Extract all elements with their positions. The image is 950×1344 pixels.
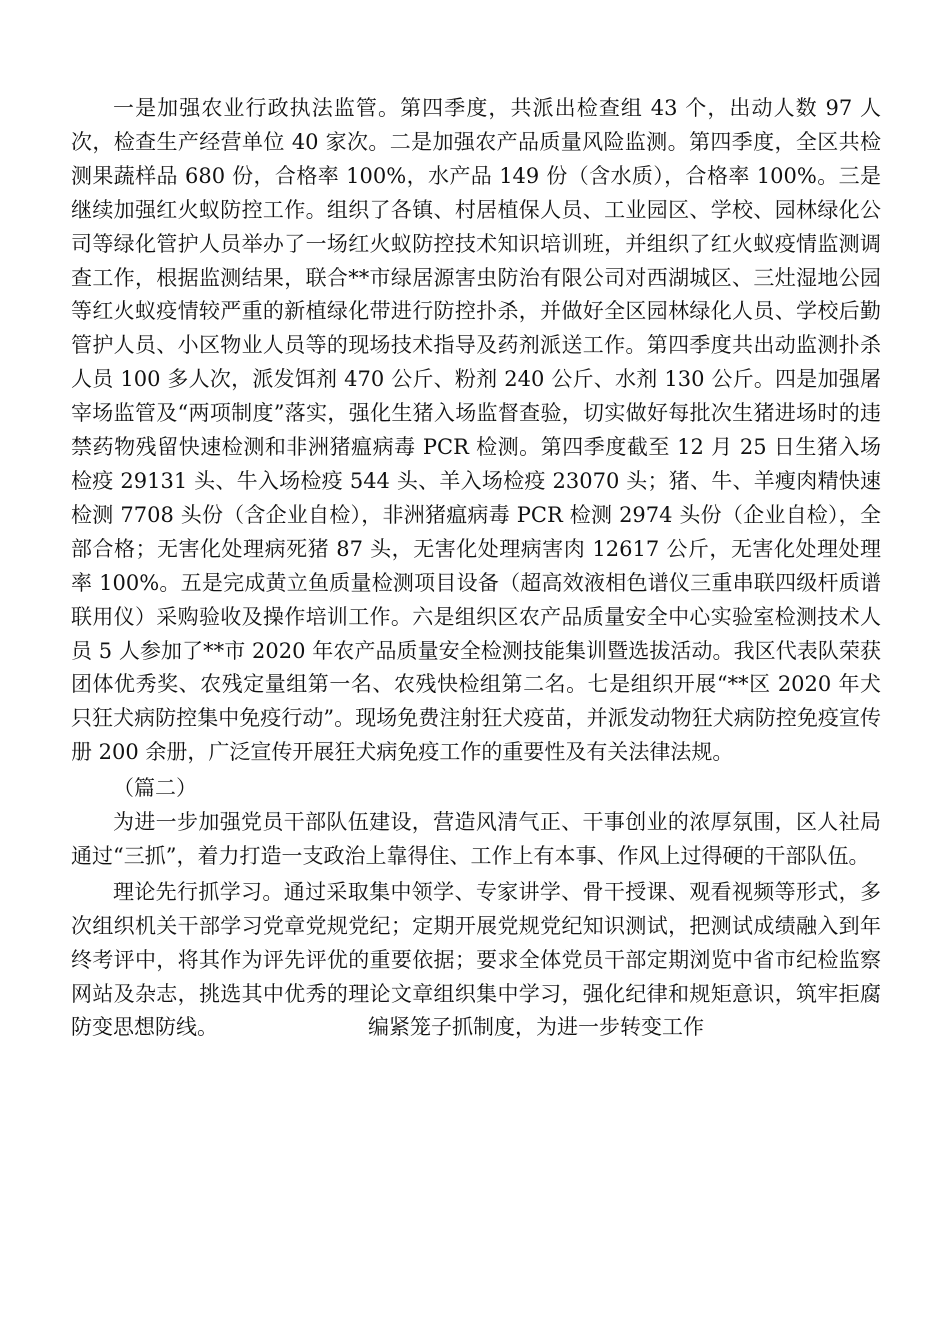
body-paragraph-1: 一是加强农业行政执法监管。第四季度，共派出检查组 43 个，出动人数 97 人次，检查生产经营单位 40 家次。二是加强农产品质量风险监测。第四季度，全区共检测果蔬样品 680 份，合格率 100%，水产品 149 份（含水质），合格率 100%。三是继续加强红火蚁防控工作。组织了各镇、村居植保人员、工业园区、学校、园林绿化公司等绿化管护人员举办了一场红火蚁防控技术知识培训班，并组织了红火蚁疫情监测调查工作，根据监测结果，联合**市绿居源害虫防治有限公司对西湖城区、三灶湿地公园等红火蚁疫情较严重的新植绿化带进行防控扑杀，并做好全区园林绿化人员、学校后勤管护人员、小区物业人员等的现场技术指导及药剂派送工作。第四季度共出动监测扑杀人员 100 多人次，派发饵剂 470 公斤、粉剂 240 公斤、水剂 130 公斤。四是加强屠宰场监管及“两项制度”落实，强化生猪入场监督查验，切实做好每批次生猪进场时的违禁药物残留快速检测和非洲猪瘟病毒 PCR 检测。第四季度截至 12 月 25 日生猪入场检疫 29131 头、牛入场检疫 544 头、羊入场检疫 23070 头；猪、牛、羊瘦肉精快速检测 7708 头份（含企业自检），非洲猪瘟病毒 PCR 检测 2974 头份（企业自检），全部合格；无害化处理病死猪 87 头，无害化处理病害肉 12617 公斤，无害化处理处理率 100%。五是完成黄立鱼质量检测项目设备（超高效液相色谱仪三重串联四级杆质谱联用仪）采购验收及操作培训工作。六是组织区农产品质量安全中心实验室检测技术人员 5 人参加了**市 2020 年农产品质量安全检测技能集训暨选拔活动。我区代表队荣获团体优秀奖、农残定量组第一名、农残快检组第二名。七是组织开展“**区 2020 年犬只狂犬病防控集中免疫行动”。现场免费注射狂犬疫苗，并派发动物狂犬病防控免疫宣传册 200 余册，广泛宣传开展狂犬病免疫工作的重要性及有关法律法规。 [71,96,881,765]
body-paragraph-3 [71,876,881,1046]
body-paragraph-2: 为进一步加强党员干部队伍建设，营造风清气正、干事创业的浓厚氛围，区人社局通过“三抓”，着力打造一支政治上靠得住、工作上有本事、作风上过得硬的干部队伍。 [71,810,881,868]
body-paragraph-3-tail: 编紧笼子抓制度，为进一步转变工作 [368,1015,704,1040]
document-page [71,92,881,1045]
section-heading: （篇二） [113,776,197,801]
body-paragraph-3-text: 理论先行抓学习。通过采取集中领学、专家讲学、骨干授课、观看视频等形式，多次组织机关干部学习党章党规党纪；定期开展党规党纪知识测试，把测试成绩融入到年终考评中，将其作为评先评优的重要依据；要求全体党员干部定期浏览中省市纪检监察网站及杂志，挑选其中优秀的理论文章组织集中学习，强化纪律和规矩意识，筑牢拒腐防变思想防线。 [71,879,881,1040]
